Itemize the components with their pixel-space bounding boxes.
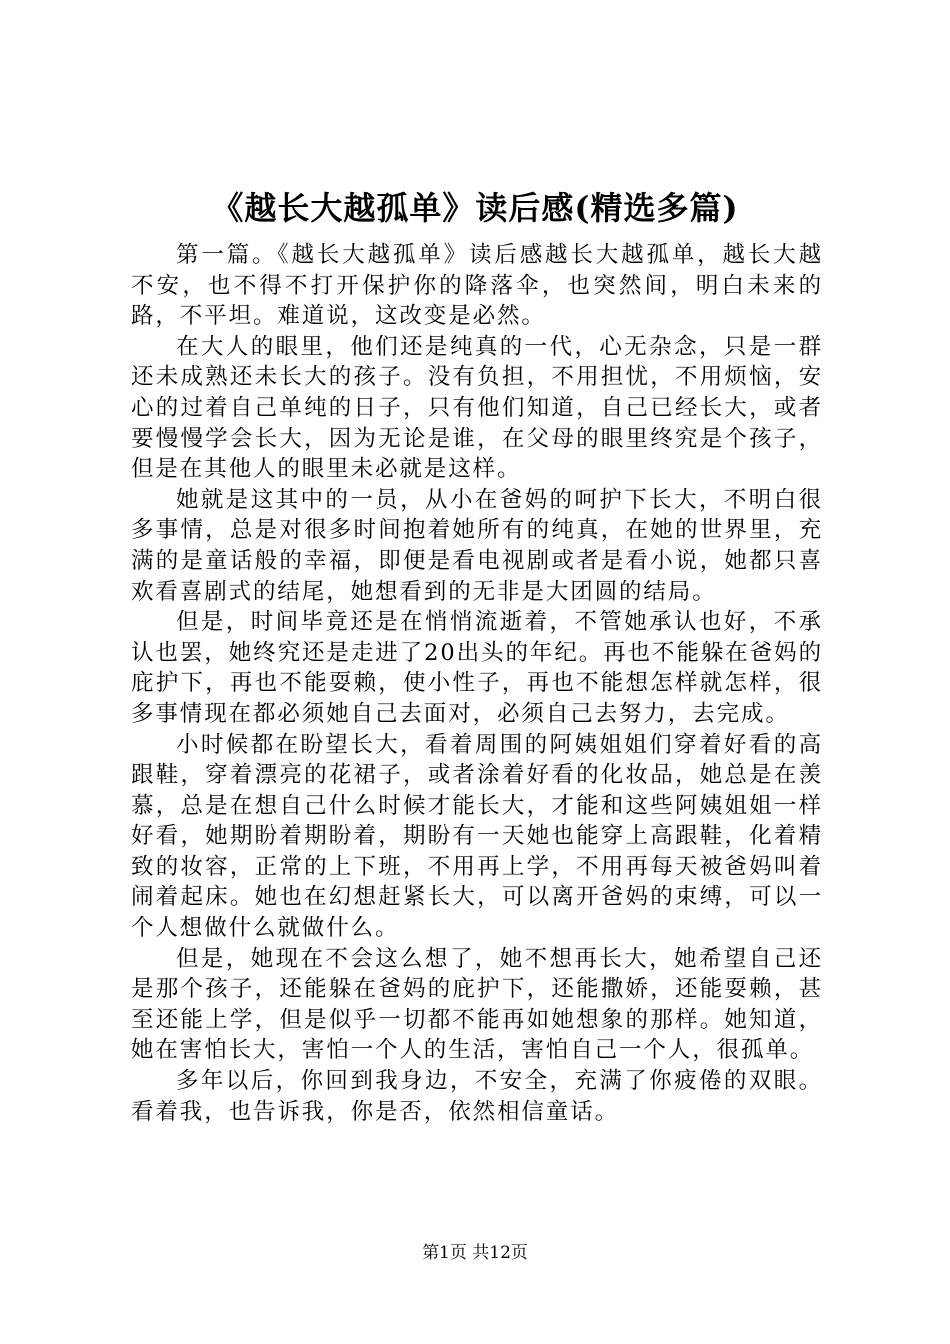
paragraph: 她就是这其中的一员，从小在爸妈的呵护下长大，不明白很多事情，总是对很多时间抱着她所有的纯真，在她的世界里，充满的是童话般的幸福，即便是看电视剧或者是看小说，她都只喜欢看喜剧式的结尾，她想看到的无非是大团圆的结局。 <box>131 486 823 605</box>
paragraph: 小时候都在盼望长大，看着周围的阿姨姐姐们穿着好看的高跟鞋，穿着漂亮的花裙子，或者涂着好看的化妆品，她总是在羡慕，总是在想自己什么时候才能长大，才能和这些阿姨姐姐一样好看，她期盼着期盼着，期盼有一天她也能穿上高跟鞋，化着精致的妆容，正常的上下班，不用再上学，不用再每天被爸妈叫着闹着起床。她也在幻想赶紧长大，可以离开爸妈的束缚，可以一个人想做什么就做什么。 <box>131 731 823 942</box>
paragraph: 但是，她现在不会这么想了，她不想再长大，她希望自己还是那个孩子，还能躲在爸妈的庇护下，还能撒娇，还能耍赖，甚至还能上学，但是似乎一切都不能再如她想象的那样。她知道，她在害怕长大，害怕一个人的生活，害怕自己一个人，很孤单。 <box>131 945 823 1064</box>
paragraph: 第一篇。《越长大越孤单》读后感越长大越孤单，越长大越不安，也不得不打开保护你的降落伞，也突然间，明白未来的路，不平坦。难道说，这改变是必然。 <box>131 242 823 330</box>
page-number-footer: 第1页 共12页 <box>422 1243 528 1263</box>
paragraph: 但是，时间毕竟还是在悄悄流逝着，不管她承认也好，不承认也罢，她终究还是走进了20出头的年纪。再也不能躲在爸妈的庇护下，再也不能耍赖，使小性子，再也不能想怎样就怎样，很多事情现在都必须她自己去面对，必须自己去努力，去完成。 <box>131 609 823 727</box>
document-body <box>131 240 823 1127</box>
paragraph: 在大人的眼里，他们还是纯真的一代，心无杂念，只是一群还未成熟还未长大的孩子。没有负担，不用担忧，不用烦恼，安心的过着自己单纯的日子，只有他们知道，自己已经长大，或者要慢慢学会长大，因为无论是谁，在父母的眼里终究是个孩子，但是在其他人的眼里未必就是这样。 <box>131 333 823 483</box>
document-title: 《越长大越孤单》读后感(精选多篇) <box>211 189 739 227</box>
paragraph: 多年以后，你回到我身边，不安全，充满了你疲倦的双眼。看着我，也告诉我，你是否，依然相信童话。 <box>131 1068 823 1125</box>
